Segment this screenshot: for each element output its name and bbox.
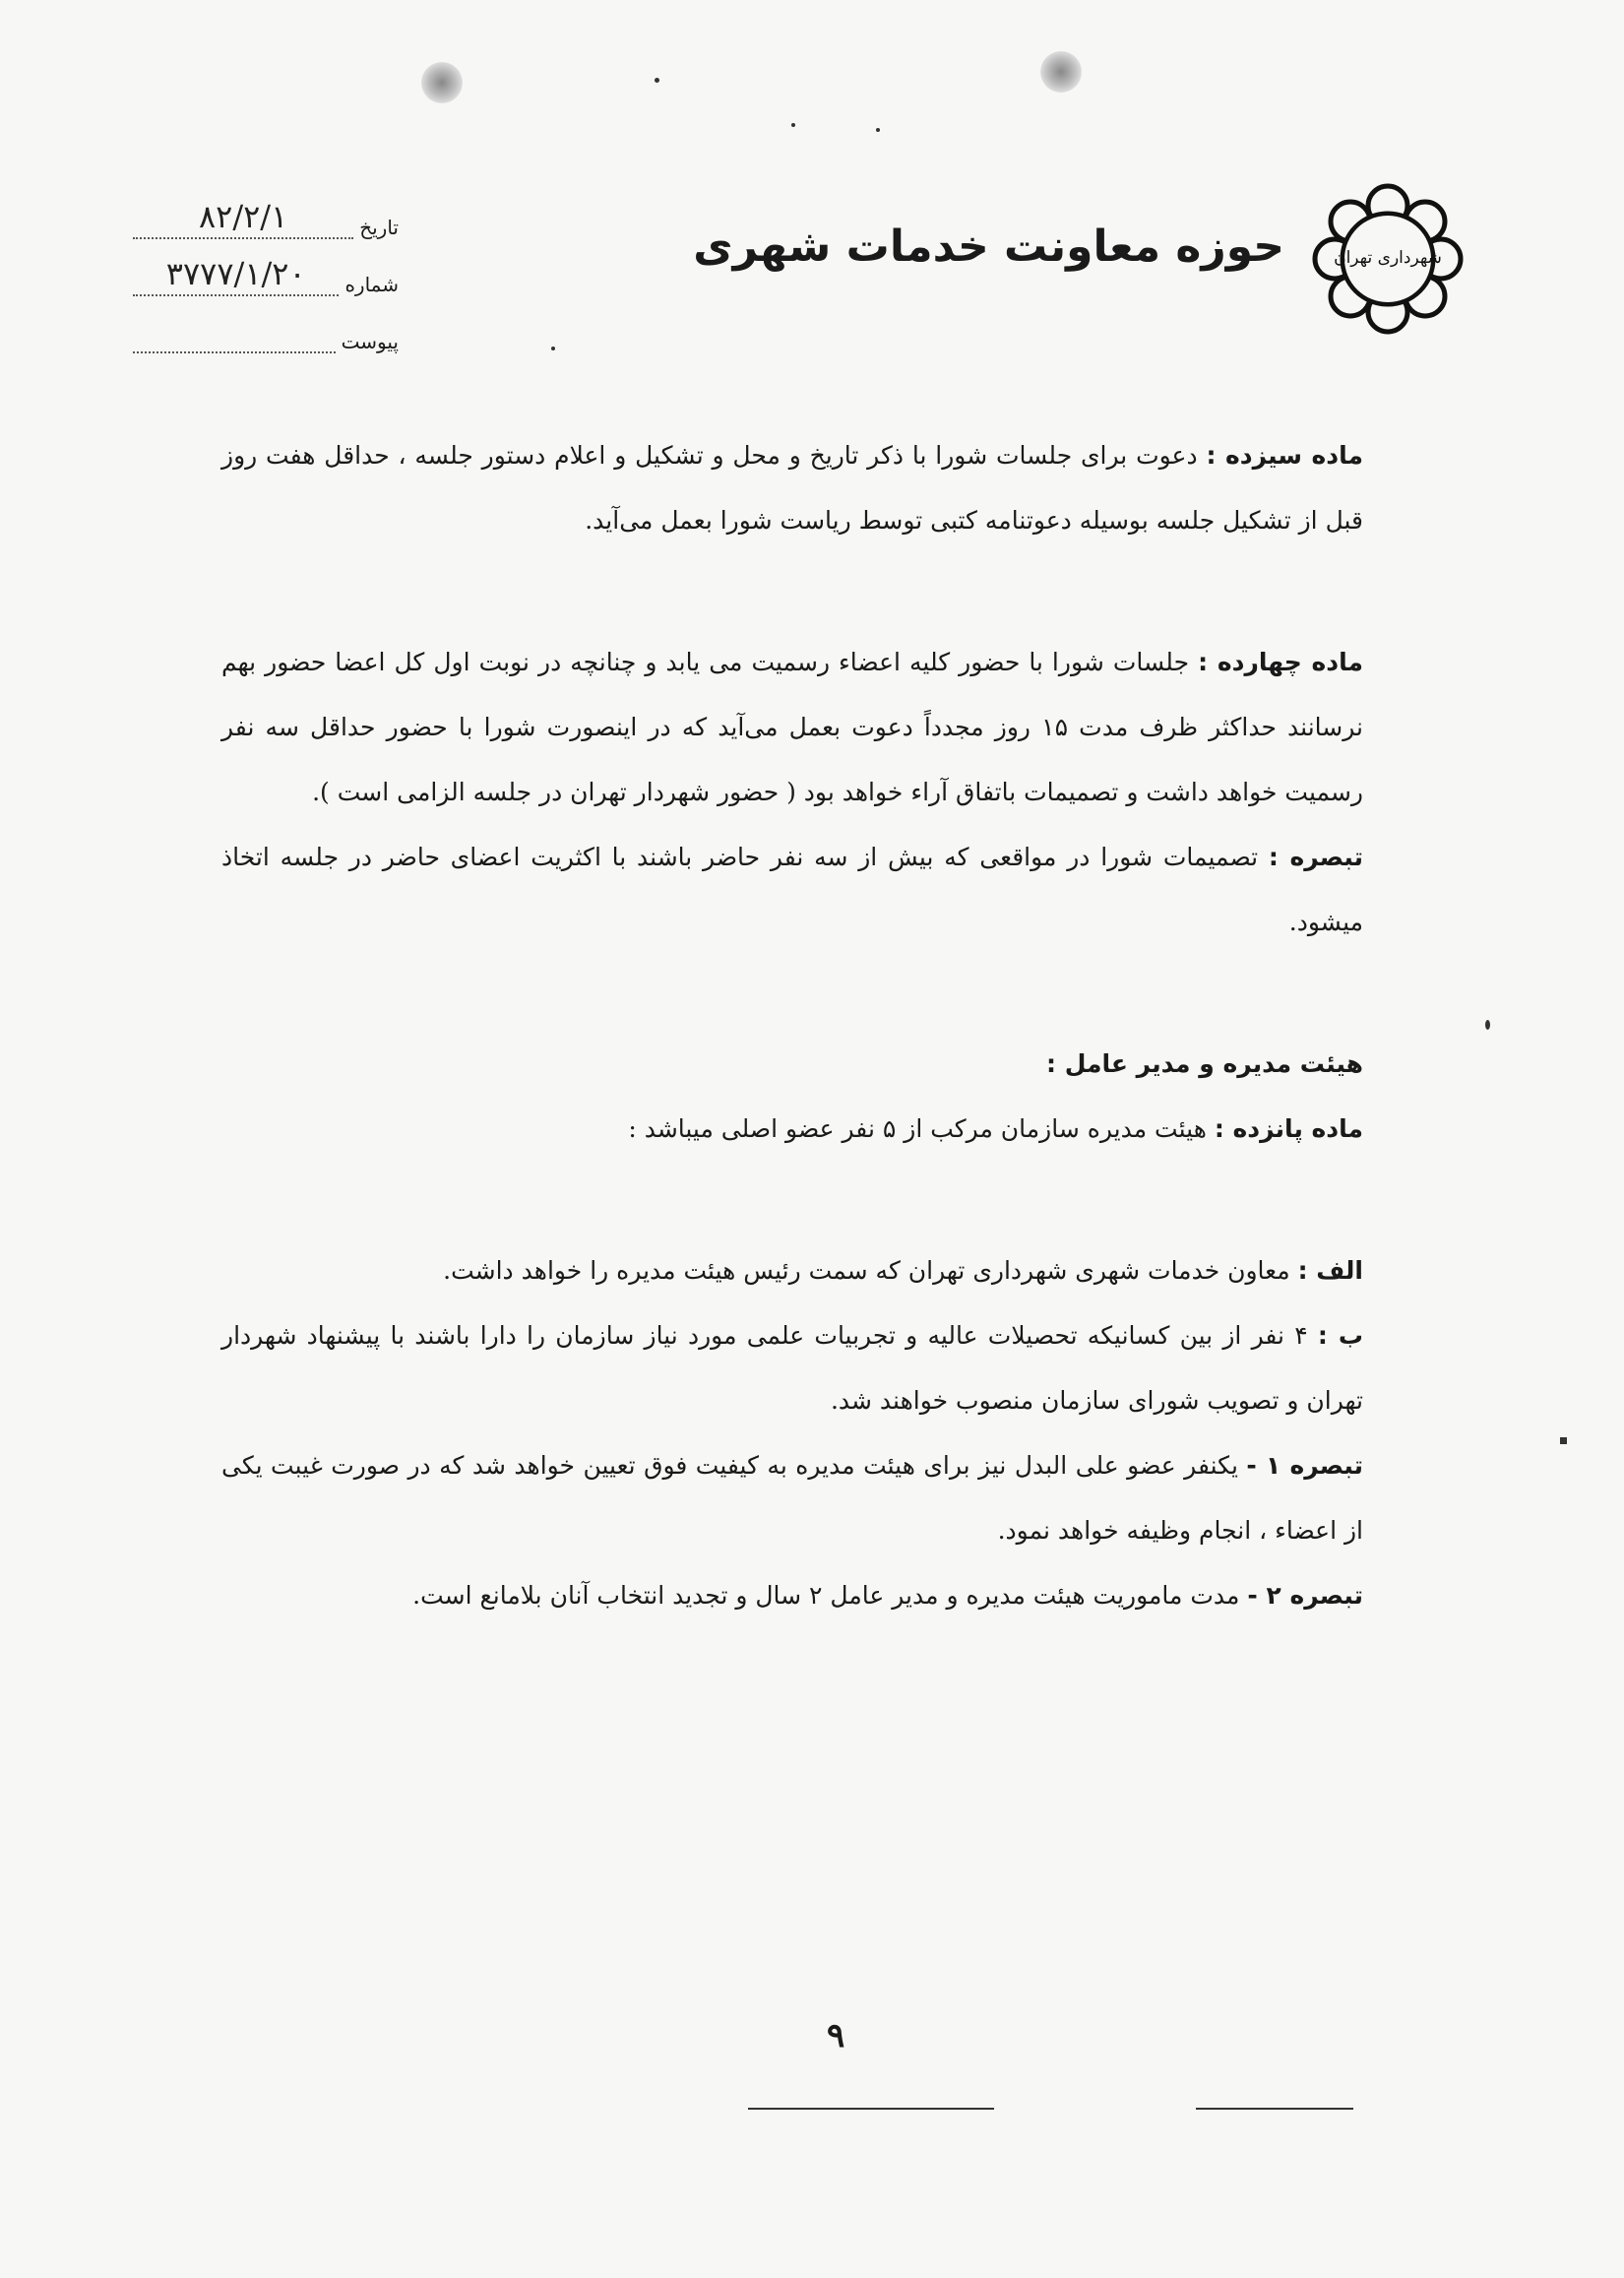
date-label: تاریخ [359,216,399,239]
scan-speck [876,128,880,132]
attachment-label: پیوست [341,330,399,353]
number-row [133,239,399,296]
letter-metadata [133,182,399,353]
note-1-text: یکنفر عضو علی البدل نیز برای هیئت مدیره به کیفیت فوق تعیین خواهد شد که در صورت غیبت یکی از اعضاء ، انجام وظیفه خواهد نمود. [221,1451,1363,1545]
article-13-title: ماده سیزده : [1206,441,1363,470]
note-14 [221,825,1363,955]
date-row [133,182,399,239]
article-15 [221,1097,1363,1162]
scan-speck [1560,1437,1567,1444]
item-b [221,1303,1363,1433]
number-value: ۳۷۷۷/۱/۲۰ [133,255,339,296]
article-14-text: جلسات شورا با حضور کلیه اعضاء رسمیت می یابد و چنانچه در نوبت اول کل اعضا حضور بهم نرسانند حداکثر ظرف مدت ۱۵ روز مجدداً دعوت بعمل می‌آید که در اینصورت شورا با حضور حداقل سه نفر رسمیت خواهد داشت و تصمیمات باتفاق آراء خواهد بود ( حضور شهردار تهران در جلسه الزامی است ). [221,648,1363,806]
note-2 [221,1563,1363,1628]
note-14-text: تصمیمات شورا در مواقعی که بیش از سه نفر حاضر باشند با اکثریت اعضای حاضر در جلسه اتخاذ میشود. [221,843,1363,936]
scan-speck [791,123,795,127]
footer-line-left [748,2108,994,2110]
department-title: حوزه معاونت خدمات شهری [693,221,1284,272]
punch-hole-right [1040,51,1082,93]
date-value: ۸۲/۲/۱ [133,198,353,239]
page-number: ۹ [827,2016,845,2056]
note-14-title: تبصره : [1268,843,1363,871]
note-2-title: تبصره ۲ - [1247,1581,1363,1610]
item-b-text: ۴ نفر از بین کسانیکه تحصیلات عالیه و تجربیات علمی مورد نیاز سازمان را دارا باشند با پیشنهاد شهردار تهران و تصویب شورای سازمان منصوب خواهند شد. [221,1321,1363,1415]
item-a-title: الف : [1297,1256,1363,1285]
note-2-text: مدت ماموریت هیئت مدیره و مدیر عامل ۲ سال و تجدید انتخاب آنان بلامانع است. [412,1581,1240,1610]
article-14-title: ماده چهارده : [1198,648,1364,676]
footer-line-right [1196,2108,1353,2110]
attachment-row [133,296,399,353]
article-13 [221,423,1363,553]
item-a-text: معاون خدمات شهری شهرداری تهران که سمت رئیس هیئت مدیره را خواهد داشت. [443,1256,1290,1285]
attachment-blank [133,332,336,353]
article-14 [221,630,1363,825]
municipality-logo-icon [1309,180,1467,338]
article-15-text: هیئت مدیره سازمان مرکب از ۵ نفر عضو اصلی میباشد : [628,1114,1207,1143]
article-15-title: ماده پانزده : [1214,1114,1363,1143]
number-label: شماره [344,273,399,296]
article-13-text: دعوت برای جلسات شورا با ذکر تاریخ و محل و تشکیل و اعلام دستور جلسه ، حداقل هفت روز قبل از تشکیل جلسه بوسیله دعوتنامه کتبی توسط ریاست شورا بعمل می‌آید. [221,441,1363,535]
scan-speck [655,78,659,83]
document-body [221,423,1363,1628]
scan-speck [551,347,555,350]
board-heading: هیئت مدیره و مدیر عامل : [1046,1049,1363,1078]
item-b-title: ب : [1317,1321,1363,1350]
item-a [221,1238,1363,1303]
note-1-title: تبصره ۱ - [1246,1451,1363,1480]
punch-hole-left [421,62,463,103]
note-1 [221,1433,1363,1563]
logo-lettering: شهرداری تهران [1334,248,1442,268]
scan-speck [1485,1020,1490,1030]
